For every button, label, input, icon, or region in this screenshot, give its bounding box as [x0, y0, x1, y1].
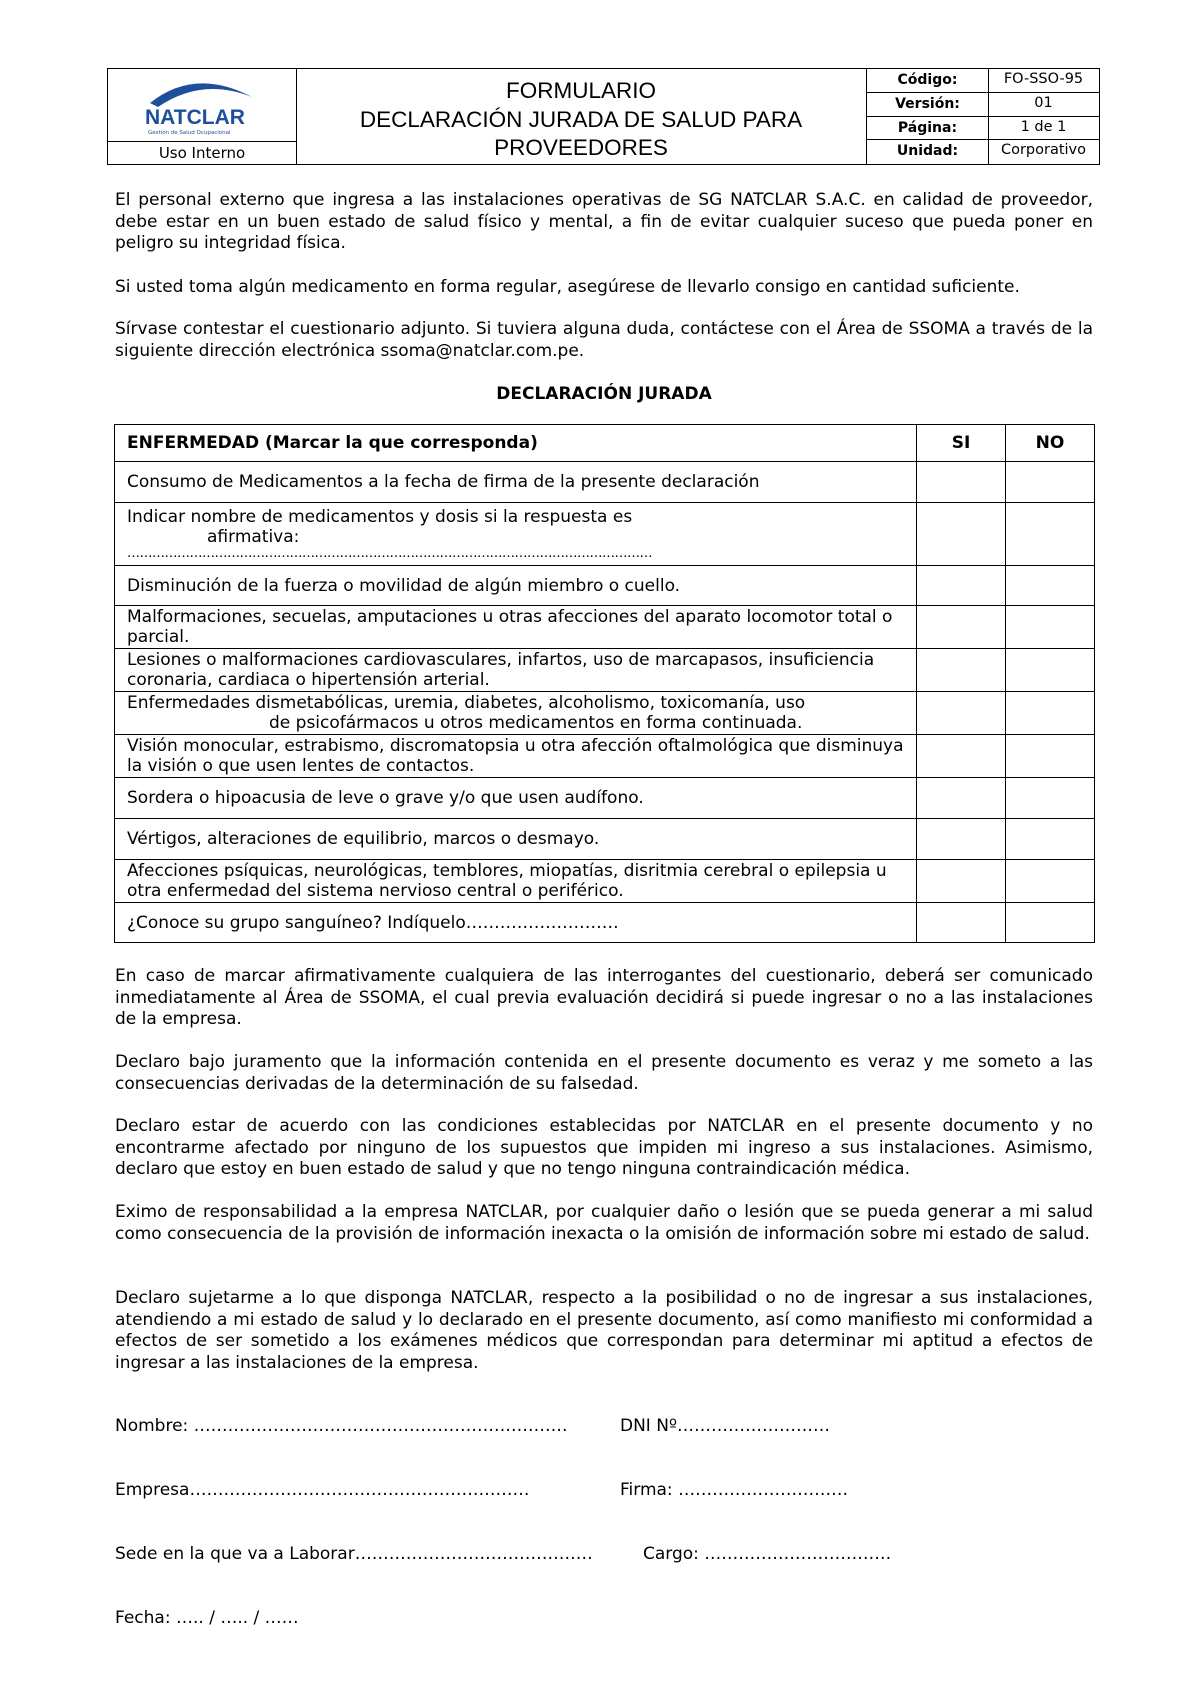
- closing-paragraph-1: En caso de marcar afirmativamente cualquiera de las interrogantes del cuestionario, deberá ser comunicado inmediatamente al Área de SSOMA, el cual previa evaluación decidirá si puede ingresar o no a las instalaciones de la empresa.: [115, 966, 1093, 1029]
- no-checkbox[interactable]: [1006, 649, 1095, 692]
- meta-label: Versión:: [867, 93, 989, 116]
- no-checkbox[interactable]: [1006, 692, 1095, 735]
- no-checkbox[interactable]: [1006, 860, 1095, 903]
- si-checkbox[interactable]: [917, 778, 1006, 819]
- closing-paragraph-4: Eximo de responsabilidad a la empresa NATCLAR, por cualquier daño o lesión que se pueda generar a mi salud como consecuencia de la provisión de información inexacta o la omisión de información sobre mi estado de salud.: [115, 1202, 1093, 1244]
- meta-value: FO-SSO-95: [1003, 71, 1084, 87]
- company-field[interactable]: Empresa……………………………………………………: [115, 1480, 530, 1500]
- position-field[interactable]: Cargo: ……………………………: [643, 1544, 892, 1564]
- disease-cell: Malformaciones, secuelas, amputaciones u otras afecciones del aparato locomotor total o parcial.: [115, 606, 917, 649]
- disease-cell: Lesiones o malformaciones cardiovasculares, infartos, uso de marcapasos, insuficiencia coronaria, cardiaca o hipertensión arterial.: [115, 649, 917, 692]
- si-checkbox[interactable]: [917, 903, 1006, 943]
- disease-text-cont: de psicofármacos u otros medicamentos en forma continuada.: [269, 713, 803, 733]
- disease-cell: [115, 692, 917, 735]
- table-row: [115, 566, 1095, 606]
- signature-field[interactable]: Firma: …………………………: [620, 1480, 849, 1500]
- meta-value: 1 de 1: [1020, 118, 1067, 135]
- col-no-header: NO: [1006, 425, 1095, 462]
- si-checkbox[interactable]: [917, 735, 1006, 778]
- disease-cell: Sordera o hipoacusia de leve o grave y/o que usen audífono.: [115, 778, 917, 819]
- title-line-2: DECLARACIÓN JURADA DE SALUD PARA: [359, 106, 803, 132]
- closing-paragraph-5: Declaro sujetarme a lo que disponga NATCLAR, respecto a la posibilidad o no de ingresar a sus instalaciones, atendiendo a mi estado de salud y lo declarado en el presente documento, así como manifiesto mi conformidad a efectos de ser sometido a los exámenes médicos que correspondan para determinar mi aptitud a efectos de ingresar a las instalaciones de la empresa.: [115, 1288, 1093, 1373]
- disease-cell: Consumo de Medicamentos a la fecha de firma de la presente declaración: [115, 462, 917, 503]
- si-checkbox[interactable]: [917, 606, 1006, 649]
- no-checkbox[interactable]: [1006, 903, 1095, 943]
- table-row: [115, 860, 1095, 903]
- si-checkbox[interactable]: [917, 503, 1006, 566]
- meta-row-unit: [867, 140, 1099, 164]
- no-checkbox[interactable]: [1006, 778, 1095, 819]
- si-checkbox[interactable]: [917, 566, 1006, 606]
- table-row: [115, 778, 1095, 819]
- disease-cell: Afecciones psíquicas, neurológicas, temblores, miopatías, disritmia cerebral o epilepsia u otra enfermedad del sistema nervioso central o periférico.: [115, 860, 917, 903]
- table-header-row: [115, 425, 1095, 462]
- usage-label: Uso Interno: [108, 141, 296, 164]
- table-row: [115, 692, 1095, 735]
- intro-paragraph-3: Sírvase contestar el cuestionario adjunto. Si tuviera alguna duda, contáctese con el Área de SSOMA a través de la siguiente dirección electrónica ssoma@natclar.com.pe.: [115, 319, 1093, 361]
- logo-cell: [108, 69, 297, 164]
- meta-row-page: [867, 117, 1099, 141]
- si-checkbox[interactable]: [917, 692, 1006, 735]
- section-title: DECLARACIÓN JURADA: [496, 384, 712, 404]
- table-row: [115, 735, 1095, 778]
- table-row: [115, 649, 1095, 692]
- logo-tagline: Gestión de Salud Ocupacional: [148, 130, 231, 136]
- intro-paragraph-2: Si usted toma algún medicamento en forma regular, asegúrese de llevarlo consigo en cantidad suficiente.: [115, 277, 1020, 297]
- table-row: [115, 819, 1095, 860]
- meta-label: Unidad:: [867, 140, 989, 164]
- no-checkbox[interactable]: [1006, 503, 1095, 566]
- name-field[interactable]: Nombre: …………………………………………………………: [115, 1416, 568, 1436]
- work-site-field[interactable]: Sede en la que va a Laborar……………………………………: [115, 1544, 593, 1564]
- closing-paragraph-2: Declaro bajo juramento que la información contenida en el presente documento es veraz y me someto a las consecuencias derivadas de la determinación de su falsedad.: [115, 1052, 1093, 1094]
- intro-paragraph-1: El personal externo que ingresa a las instalaciones operativas de SG NATCLAR S.A.C. en calidad de proveedor, debe estar en un buen estado de salud físico y mental, a fin de evitar cualquier suceso que pueda poner en peligro su integridad física.: [115, 190, 1093, 253]
- table-row: [115, 462, 1095, 503]
- date-field[interactable]: Fecha: ….. / ….. / ……: [115, 1608, 299, 1628]
- closing-paragraph-3: Declaro estar de acuerdo con las condiciones establecidas por NATCLAR en el presente documento y no encontrarme afectado por ninguno de los supuestos que impiden mi ingreso a sus instalaciones. Asimismo, declaro que estoy en buen estado de salud y que no tengo ninguna contraindicación médica.: [115, 1116, 1093, 1179]
- table-row: [115, 903, 1095, 943]
- meta-row-code: [867, 69, 1099, 93]
- natclar-logo: [140, 73, 266, 141]
- col-si-header: SI: [917, 425, 1006, 462]
- si-checkbox[interactable]: [917, 462, 1006, 503]
- meta-label: Código:: [867, 69, 989, 92]
- table-row: [115, 503, 1095, 566]
- form-title: [296, 69, 867, 164]
- col-disease-header: ENFERMEDAD (Marcar la que corresponda): [115, 425, 917, 462]
- dni-field[interactable]: DNI Nº………………………: [620, 1416, 830, 1436]
- title-line-1: FORMULARIO: [505, 78, 656, 103]
- no-checkbox[interactable]: [1006, 606, 1095, 649]
- disease-cell: [115, 503, 917, 566]
- disease-text: Indicar nombre de medicamentos y dosis si la respuesta es: [127, 507, 633, 527]
- disease-text-cont: afirmativa:: [207, 527, 300, 547]
- si-checkbox[interactable]: [917, 819, 1006, 860]
- meta-value: 01: [1034, 94, 1053, 111]
- si-checkbox[interactable]: [917, 860, 1006, 903]
- document-meta: [867, 69, 1099, 164]
- no-checkbox[interactable]: [1006, 735, 1095, 778]
- health-declaration-table: [114, 424, 1095, 943]
- meta-value: Corporativo: [1000, 142, 1087, 159]
- title-line-3: PROVEEDORES: [494, 135, 668, 160]
- no-checkbox[interactable]: [1006, 566, 1095, 606]
- no-checkbox[interactable]: [1006, 819, 1095, 860]
- disease-cell: ¿Conoce su grupo sanguíneo? Indíquelo………………………: [115, 903, 917, 943]
- disease-cell: Disminución de la fuerza o movilidad de algún miembro o cuello.: [115, 566, 917, 606]
- disease-cell: Visión monocular, estrabismo, discromatopsia u otra afección oftalmológica que disminuya la visión o que usen lentes de contactos.: [115, 735, 917, 778]
- meta-row-version: [867, 93, 1099, 117]
- medication-fill-line[interactable]: ………………………………………………………………………………………………………………: [127, 546, 652, 561]
- si-checkbox[interactable]: [917, 649, 1006, 692]
- disease-text: Enfermedades dismetabólicas, uremia, diabetes, alcoholismo, toxicomanía, uso: [127, 693, 806, 713]
- disease-cell: Vértigos, alteraciones de equilibrio, marcos o desmayo.: [115, 819, 917, 860]
- meta-label: Página:: [867, 117, 989, 140]
- table-row: [115, 606, 1095, 649]
- no-checkbox[interactable]: [1006, 462, 1095, 503]
- logo-text: NATCLAR: [145, 106, 245, 129]
- document-header: [107, 68, 1100, 165]
